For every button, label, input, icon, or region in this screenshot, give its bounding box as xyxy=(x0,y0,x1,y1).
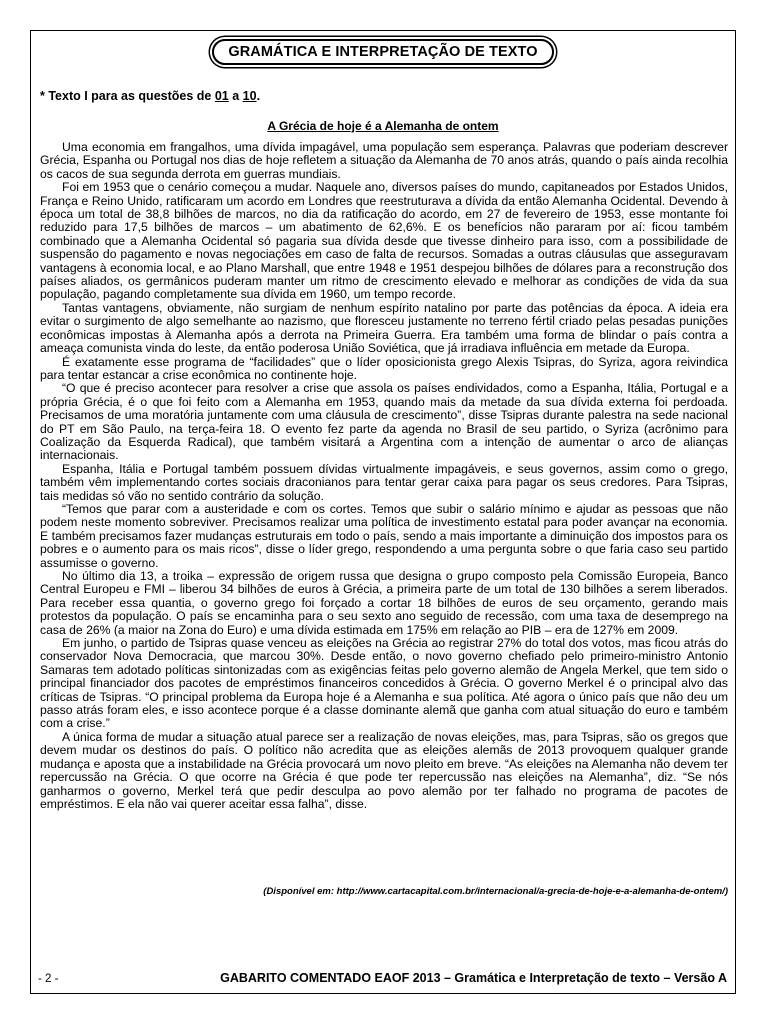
paragraph: No último dia 13, a troika – expressão de origem russa que designa o grupo composto pela Comissão Europeia, Banco Central Europeu e FMI – liberou 34 bilhões de euros à Grécia, a primeira parte de um total de 130 bilhões a serem liberados. Para receber essa quantia, o governo grego foi forçado a cortar 18 bilhões de euros de seu orçamento, gerando mais protestos da população. O país se encaminha para o seu sexto ano seguido de recessão, com uma taxa de desemprego na casa de 26% (a maior na Zona do Euro) e uma dívida estimada em 175% em relação ao PIB – era de 127% em 2009. xyxy=(40,569,728,637)
source-citation: (Disponível em: http://www.cartacapital.com.br/internacional/a-grecia-de-hoje-e-a-alemanha-de-ontem/) xyxy=(263,886,728,897)
article-title: A Grécia de hoje é a Alemanha de ontem xyxy=(267,119,499,133)
paragraph: Uma economia em frangalhos, uma dívida impagável, uma população sem esperança. Palavras que poderiam descrever Grécia, Espanha ou Portugal nos dias de hoje refletem a situação da Alemanha de 70 anos atrás, quando o país ainda recolhia os cacos de sua segunda derrota em guerras mundiais. xyxy=(40,140,728,181)
paragraph: Foi em 1953 que o cenário começou a mudar. Naquele ano, diversos países do mundo, capitaneados por Estados Unidos, França e Reino Unido, ratificaram um acordo em Londres que reestruturava a dívida da então Alemanha Ocidental. Devendo à época um total de 38,8 bilhões de marcos, no dia da ratificação do acordo, em 27 de fevereiro de 1953, esse montante foi reduzido para 17,5 bilhões de marcos – um abatimento de 62,6%. E os benefícios não pararam por aí: ficou também combinado que a Alemanha Ocidental só pagaria sua dívida desde que tivesse dinheiro para isso, com a possibilidade de suspensão do pagamento e novas negociações em caso de falta de recursos. Somadas a outras cláusulas que asseguravam vantagens à economia local, e ao Plano Marshall, que entre 1948 e 1951 despejou bilhões de dólares para a reconstrução dos países aliados, os germânicos puderam manter um ritmo de crescimento elevado e melhorar as condições de vida da sua população, pagando completamente sua dívida em 1960, um tempo recorde. xyxy=(40,180,728,302)
paragraph: “Temos que parar com a austeridade e com os cortes. Temos que subir o salário mínimo e ajudar as pessoas que não podem neste momento sobreviver. Precisamos realizar uma política de investimento estatal para poder avançar na economia. E também precisamos fazer mudanças estruturais em todo o país, sendo a mais importante a diminuição dos impostos para os pobres e o aumento para os mais ricos”, disse o líder grego, respondendo a uma pergunta sobre o que faria caso seu partido assumisse o governo. xyxy=(40,501,728,570)
header xyxy=(31,39,735,65)
article-body xyxy=(40,141,728,811)
paragraph: Tantas vantagens, obviamente, não surgiam de nenhum espírito natalino por parte das potências da época. A ideia era evitar o surgimento de algo semelhante ao nazismo, que floresceu justamente no terreno fértil criado pelas pesadas punições econômicas impostas à Alemanha após a derrota na Primeira Guerra. Era também uma forma de blindar o país contra a ameaça comunista vinda do leste, da então poderosa União Soviética, que já irradiava influência em metade da Europa. xyxy=(40,300,728,356)
section-title: GRAMÁTICA E INTERPRETAÇÃO DE TEXTO xyxy=(212,39,553,65)
paragraph: Em junho, o partido de Tsipras quase venceu as eleições na Grécia ao registrar 27% do total dos votos, mas ficou atrás do conservador Nova Democracia, que marcou 30%. Desde então, o novo governo chefiado pelo primeiro-ministro Antonio Samaras tem adotado políticas sintonizadas com as exigências feitas pelo governo alemão de Angela Merkel, que tem sido o principal financiador dos pacotes de empréstimos financeiros concedidos à Grécia. O governo Merkel é o principal alvo das críticas de Tsipras. “O principal problema da Europa hoje é a Alemanha e sua política. Até agora o único país que não deu um passo atrás foram eles, e isso acontece porque é a classe dominante alemã que ganha com atual situação do euro e também com a crise.” xyxy=(40,636,728,731)
page-number: - 2 - xyxy=(38,973,59,985)
intro-suffix: . xyxy=(256,89,261,103)
intro-to: 10 xyxy=(242,89,257,103)
paragraph: A única forma de mudar a situação atual parece ser a realização de novas eleições, mas, para Tsipras, são os gregos que devem mudar os destinos do país. O político não acredita que as eleições alemãs de 2013 provoquem qualquer grande mudança e aposta que a instabilidade na Grécia provocará um novo pleito em breve. “As eleições na Alemanha não devem ter repercussão na Grécia. O que ocorre na Grécia é que pode ter repercussão nas eleições na Alemanha”, diz. “Se nós ganharmos o governo, Merkel terá que pedir desculpa ao povo alemão por ter falhado no programa de pacotes de empréstimos. E ela não vai querer aceitar essa falha”, disse. xyxy=(40,729,728,811)
paragraph: É exatamente esse programa de “facilidades” que o líder oposicionista grego Alexis Tsipras, do Syriza, agora reivindica para tentar estancar a crise econômica no continente hoje. xyxy=(40,354,728,382)
intro-prefix: * Texto I para as questões de xyxy=(40,89,215,103)
page-frame xyxy=(30,30,736,994)
text-intro xyxy=(40,89,260,103)
intro-middle: a xyxy=(228,89,243,103)
paragraph: “O que é preciso acontecer para resolver a crise que assola os países endividados, como a Espanha, Itália, Portugal e a própria Grécia, é o que foi feito com a Alemanha em 1953, quando mais da metade da sua dívida externa foi perdoada. Precisamos de uma moratória juntamente com uma cláusula de crescimento”, disse Tsipras durante palestra na sede nacional do PT em São Paulo, na terça-feira 18. O evento fez parte da agenda no Brasil de seu partido, o Syriza (acrônimo para Coalização da Esquerda Radical), que também visitará a Argentina com a intenção de aumentar o arco de alianças internacionais. xyxy=(40,381,728,463)
footer-title: GABARITO COMENTADO EAOF 2013 – Gramática e Interpretação de texto – Versão A xyxy=(220,971,727,985)
paragraph: Espanha, Itália e Portugal também possuem dívidas virtualmente impagáveis, e seus governos, assim como o grego, também vêm implementando cortes sociais draconianos para tentar gerar caixa para pagar os seus credores. Para Tsipras, tais medidas só vão no sentido contrário da solução. xyxy=(40,461,728,503)
intro-from: 01 xyxy=(214,89,229,103)
